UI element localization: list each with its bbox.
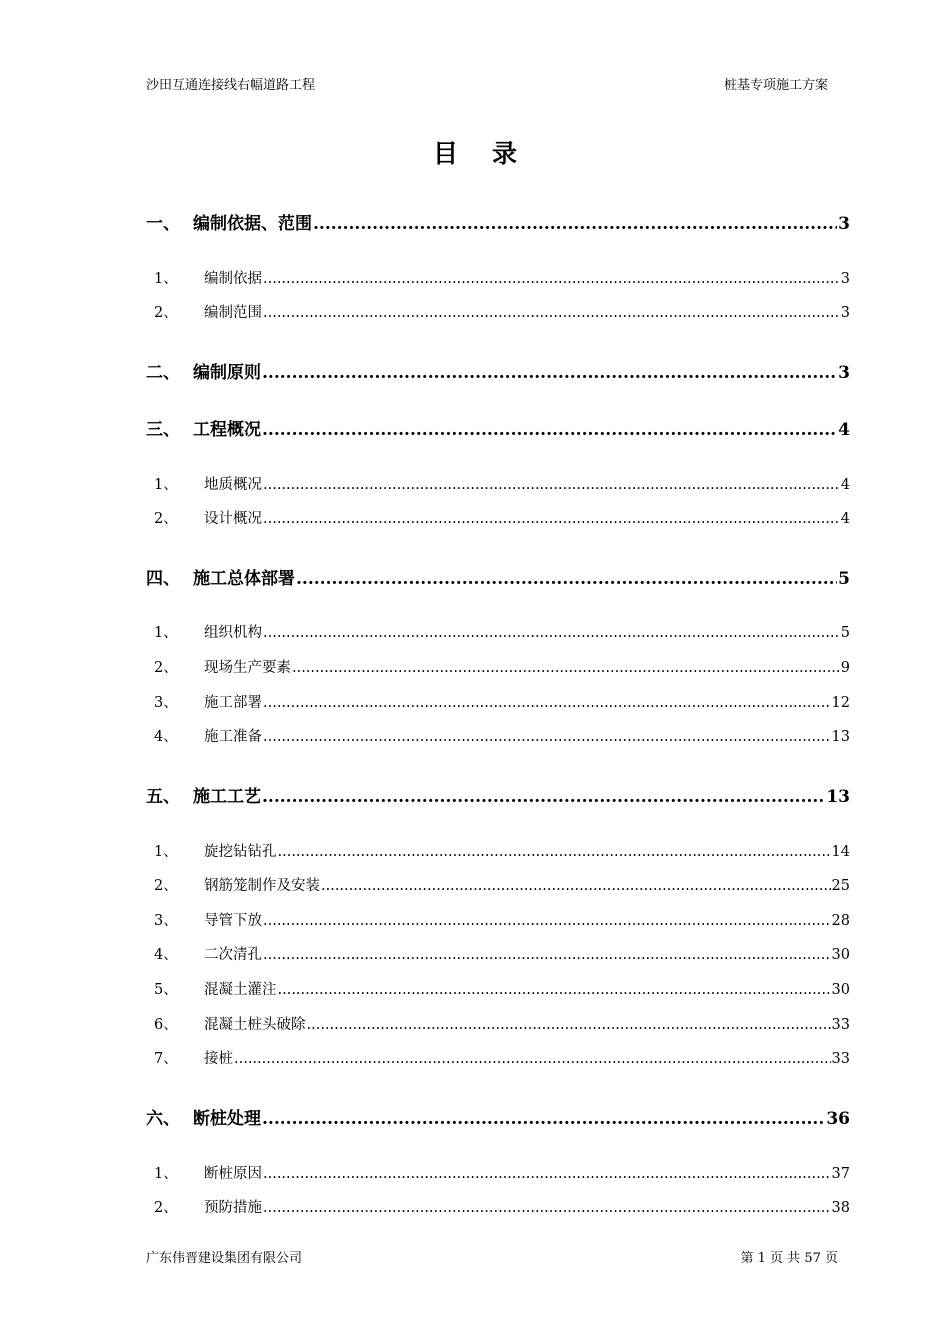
toc-number: 1、 <box>154 1166 178 1182</box>
toc-number: 2、 <box>154 660 178 676</box>
toc-label: 编制范围 <box>204 305 262 321</box>
toc-page: 5 <box>838 569 850 589</box>
toc-leader <box>296 569 837 589</box>
footer-company-name: 广东伟晋建设集团有限公司 <box>146 1251 303 1266</box>
toc-leader <box>234 1051 831 1067</box>
toc-label: 组织机构 <box>204 625 262 641</box>
toc-page: 4 <box>838 420 850 440</box>
toc-section-2[interactable] <box>146 358 850 383</box>
toc-item-1-1[interactable] <box>146 267 850 288</box>
toc-number: 二、 <box>146 363 180 383</box>
toc-leader <box>262 420 837 440</box>
toc-page: 3 <box>840 305 850 321</box>
toc-item-4-1[interactable] <box>146 621 850 642</box>
toc-leader <box>263 477 840 493</box>
toc-label: 断桩原因 <box>204 1166 262 1182</box>
toc-label: 旋挖钻钻孔 <box>204 844 277 860</box>
toc-item-3-1[interactable] <box>146 473 850 494</box>
toc-page: 30 <box>831 947 850 963</box>
toc-label: 断桩处理 <box>193 1109 261 1129</box>
toc-page: 38 <box>831 1200 850 1216</box>
toc-label: 接桩 <box>204 1051 233 1067</box>
toc-page: 12 <box>831 695 850 711</box>
toc-leader <box>263 947 831 963</box>
toc-label: 施工部署 <box>204 695 262 711</box>
toc-item-5-6[interactable] <box>146 1013 850 1034</box>
toc-item-6-2[interactable] <box>146 1196 850 1217</box>
toc-leader <box>262 787 825 807</box>
toc-page: 3 <box>840 271 850 287</box>
toc-leader <box>307 1017 831 1033</box>
toc-page: 30 <box>831 982 850 998</box>
toc-section-6[interactable] <box>146 1104 850 1129</box>
toc-number: 3、 <box>154 695 178 711</box>
toc-leader <box>263 913 831 929</box>
toc-section-5[interactable] <box>146 782 850 807</box>
toc-leader <box>263 625 840 641</box>
toc-item-5-7[interactable] <box>146 1047 850 1068</box>
toc-number: 1、 <box>154 271 178 287</box>
toc-label: 二次清孔 <box>204 947 262 963</box>
toc-label: 混凝土桩头破除 <box>204 1017 306 1033</box>
toc-label: 预防措施 <box>204 1200 262 1216</box>
toc-page: 14 <box>831 844 850 860</box>
toc-page: 37 <box>831 1166 850 1182</box>
toc-leader <box>263 271 840 287</box>
toc-number: 3、 <box>154 913 178 929</box>
toc-item-5-3[interactable] <box>146 909 850 930</box>
page-title: 目录 <box>432 139 551 168</box>
toc-label: 编制依据、范围 <box>193 214 312 234</box>
toc-number: 4、 <box>154 947 178 963</box>
toc-number: 四、 <box>146 569 180 589</box>
toc-item-6-1[interactable] <box>146 1162 850 1183</box>
toc-number: 2、 <box>154 305 178 321</box>
toc-number: 1、 <box>154 477 178 493</box>
toc-leader <box>313 214 837 234</box>
toc-section-4[interactable] <box>146 564 850 589</box>
toc-item-3-2[interactable] <box>146 507 850 528</box>
toc-number: 五、 <box>146 787 180 807</box>
toc-page: 4 <box>840 511 850 527</box>
toc-number: 6、 <box>154 1017 178 1033</box>
toc-page: 28 <box>831 913 850 929</box>
toc-label: 编制依据 <box>204 271 262 287</box>
footer-page-number: 第 1 页 共 57 页 <box>740 1251 838 1266</box>
toc-number: 7、 <box>154 1051 178 1067</box>
toc-leader <box>278 844 831 860</box>
toc-number: 2、 <box>154 511 178 527</box>
toc-item-5-2[interactable] <box>146 874 850 895</box>
toc-number: 2、 <box>154 878 178 894</box>
toc-section-1[interactable] <box>146 209 850 234</box>
toc-label: 现场生产要素 <box>204 660 291 676</box>
toc-leader <box>263 511 840 527</box>
toc-leader <box>321 878 831 894</box>
toc-label: 导管下放 <box>204 913 262 929</box>
toc-leader <box>262 1109 825 1129</box>
toc-page: 33 <box>831 1051 850 1067</box>
toc-page: 13 <box>831 729 850 745</box>
toc-page: 4 <box>840 477 850 493</box>
toc-number: 1、 <box>154 625 178 641</box>
toc-page: 3 <box>838 363 850 383</box>
toc-page: 36 <box>826 1109 850 1129</box>
header-document-name: 桩基专项施工方案 <box>723 78 828 93</box>
toc-leader <box>263 695 831 711</box>
toc-number: 六、 <box>146 1109 180 1129</box>
toc-page: 9 <box>840 660 850 676</box>
toc-leader <box>263 1200 831 1216</box>
toc-label: 施工准备 <box>204 729 262 745</box>
toc-item-5-5[interactable] <box>146 978 850 999</box>
toc-page: 3 <box>838 214 850 234</box>
toc-label: 混凝土灌注 <box>204 982 277 998</box>
toc-leader <box>263 305 840 321</box>
toc-number: 2、 <box>154 1200 178 1216</box>
toc-label: 地质概况 <box>204 477 262 493</box>
toc-item-4-3[interactable] <box>146 691 850 712</box>
toc-label: 施工工艺 <box>193 787 261 807</box>
toc-page: 25 <box>831 878 850 894</box>
toc-item-1-2[interactable] <box>146 301 850 322</box>
toc-leader <box>263 729 831 745</box>
toc-number: 三、 <box>146 420 180 440</box>
toc-page: 5 <box>840 625 850 641</box>
toc-leader <box>263 1166 831 1182</box>
toc-number: 1、 <box>154 844 178 860</box>
toc-label: 工程概况 <box>193 420 261 440</box>
toc-item-5-1[interactable] <box>146 840 850 861</box>
toc-leader <box>262 363 837 383</box>
toc-label: 设计概况 <box>204 511 262 527</box>
toc-number: 一、 <box>146 214 180 234</box>
toc-label: 施工总体部署 <box>193 569 295 589</box>
toc-number: 5、 <box>154 982 178 998</box>
toc-label: 编制原则 <box>193 363 261 383</box>
header-project-name: 沙田互通连接线右幅道路工程 <box>146 78 316 93</box>
toc-label: 钢筋笼制作及安装 <box>204 878 320 894</box>
toc-page: 13 <box>826 787 850 807</box>
toc-item-4-2[interactable] <box>146 656 850 677</box>
toc-leader <box>278 982 831 998</box>
toc-leader <box>292 660 840 676</box>
toc-item-5-4[interactable] <box>146 943 850 964</box>
toc-number: 4、 <box>154 729 178 745</box>
toc-item-4-4[interactable] <box>146 725 850 746</box>
toc-section-3[interactable] <box>146 415 850 440</box>
toc-page: 33 <box>831 1017 850 1033</box>
